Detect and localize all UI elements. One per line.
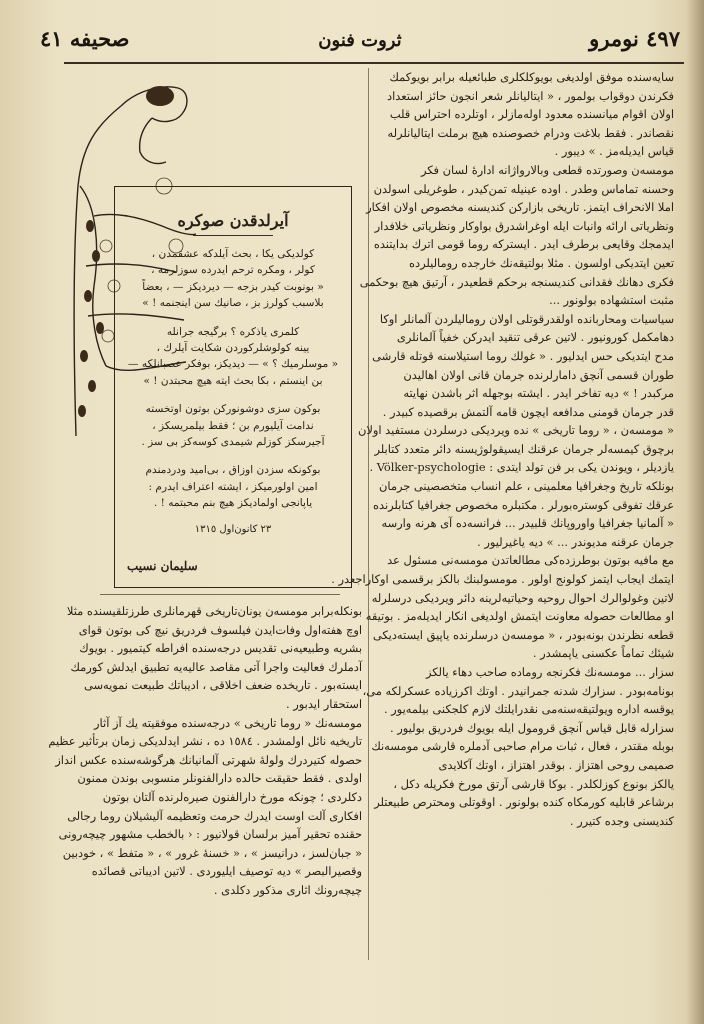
poem-line: بلاسبب كولرز بز ، صانيك سن اينجنمه ! » [142, 297, 324, 310]
poem-line: بوكونكه سزدن اوزاق ، بى‌اميد ودردمندم [145, 464, 321, 477]
text-line: نقصاندر . فقط بلاغت ودرام خصوصنده هيچ برملت ايتاليانلرله [387, 125, 674, 140]
poem-line: كولديكى يكا ، بحث آيلدكه عشقمدن ، [151, 248, 315, 260]
text-line: سزارله قابل قياس آنچق قرومول ايله بويوك فردريق بوليور . [390, 720, 674, 735]
text-line: مثبت استشهاده بولونور ... [549, 293, 674, 308]
text-line: يالكز بونوع كوزلكلدر . بوكا قارشى آرتق مورخ فكريله دكل ، [393, 776, 674, 791]
text-line: بونامه‌بودر . سزارك شدنه جمرانيدر . اوتك اكرزياده عسكرلكه مى، [362, 683, 674, 698]
text-line: طوران قسمى آنچق دامارلرنده جرمان قانى اولان اهاليدن [403, 367, 674, 382]
text-line: « مومسه‌ن ، « روما تاريخى » نده ويرديكى درسلردن مستفيد اولان [358, 423, 674, 438]
page-number: صحيفه ٤١ [40, 26, 130, 51]
text-line: صميمى روحى اهتزاز . بوقدر اهتزاز ، اوتك آكلايدى [438, 757, 674, 772]
journal-title: ثروت فنون [318, 30, 402, 51]
text-line: يوقسه اداره ويولتيقه‌سنه‌مى نقدرايلتك لازم كلجكنى بيلمه‌يور . [383, 702, 674, 717]
text-line: عرقك تفوقى كوستره‌بورلر . مكتبلره مخصوص جغرافيا كتابلرنده [373, 497, 674, 512]
page-spine-shadow [686, 0, 704, 1024]
text-line: ايسته‌بور . تاريخده ضعف اخلاقى ، اديباتك طبيعت نمويه‌سى [83, 678, 362, 693]
text-line: سايه‌سنده موفق اولديغى بويوكلكلرى طبائعيله برابر بويوكمك [389, 70, 674, 84]
text-line: دكلردى ؛ چونكه مورخ دارالفنون صيره‌لرنده آلتان بوتون [102, 789, 362, 804]
text-line: قدر جرمان قومنى مدافعه ايچون قامه آلتمش برقصيده كبيدر . [382, 404, 674, 419]
poem-line: « موسلرميك ؟ » — ديديكز، بوفكر عصبانلكه — [127, 358, 339, 371]
poem-stanza [127, 246, 339, 312]
poem-author: سليمان نسيب [127, 559, 198, 573]
text-line: املا الانحراف ايتمز. تاريخى بازاركن كنديسنه مخصوص اولان افكار [366, 200, 674, 215]
poem-line: امين اولورميكز ، ايشته اعتراف ايدرم : [148, 480, 318, 493]
text-line: « جبان‌لسز ، درانيسز » ، « خسنهٔ غرور » ، « متفط » ، خودبين [62, 845, 362, 860]
text-line: برشاعر قابليه كورمكاه كنده بولونور . اوقوتلى ومحترص طبيعتلر [374, 795, 674, 810]
text-line: مركبدر ! » ديه تفاخر ايدر . ايشته بوجهله اثر باشدن نهايته [403, 386, 674, 401]
text-line: آدملرك فعاليت واجرا آتى مقاصد عاليه‌يه تطبيق ايدلش كورمك [70, 659, 362, 674]
page-header [40, 24, 680, 64]
poem-line: ياپانجى اولماديكز هيچ بنم محبتمه ! . [153, 497, 313, 510]
text-line: يازديلر ، ويوندن يكى بر فن تولد ايتدى : Völker-psychologie . [369, 460, 674, 475]
text-line: سياسيات ومحاربانده اولقدرقوتلى اولان روماليلردن آلمانلر اوكا [379, 311, 674, 326]
poem-stanza [127, 401, 339, 450]
poem-line: يينه كولوشلركوردن شكايت آيلرك ، [156, 342, 310, 355]
text-line: مومسه‌ن وصورتده قطعى وبالارواژانه ادارهٔ لسان فكر [420, 162, 674, 177]
text-line: اولدى . فقط حقيقت حالده دارالفنونلر منسوبى بوندن ممنون [77, 771, 362, 786]
poem-stanza [127, 324, 339, 390]
poem-line: كولر ، ومكره ترحم ايدرده سوزلرمه ، [151, 264, 315, 277]
text-line: بونكله‌برابر مومسه‌ن يونان‌تاريخى قهرمانلرى طرزتلقيسنده مثلا [66, 604, 362, 618]
text-line: بوبله مقتدر ، فعال ، ثبات مرام صاحبى آدملره قارشى مومسه‌نك [371, 739, 674, 754]
text-line: بونلكه تاريخ وجغرافيا معلمينى ، علم انساب متخصصينى جرمان [379, 479, 674, 494]
text-line: وقصيرالبصر » ديه توصيف ايليوردى . لاتين اديباتى قصائده [91, 864, 362, 879]
text-line: مدح ايتديكى حس ايدليور . « غولك روما استيلاسنه قوتله قارشى [372, 348, 674, 363]
section-separator [100, 594, 340, 595]
text-line: قياس ايديله‌مز . » ديبور . [554, 144, 674, 159]
poem-line: ندامت آيليورم بن ؛ فقط بيلمريسكز ، [152, 419, 314, 432]
text-line: سزار ... مومسه‌نك فكرنجه روماده صاحب دهاء يالكز [425, 665, 674, 679]
poem-title: آيرلدقدن صوكره [177, 211, 289, 230]
poem-line: بن اينستم ، بكا بحث ايته هيچ محبتدن ! » [143, 374, 323, 387]
text-line: افكارى آلت اوست ايدرك حرمت وتعظيمه آليشيلان روما رجالى [67, 808, 362, 823]
text-line: حصوله كتيردرك ولوله‌ٔ شهرتى آلمانيانك هرگوشه‌سنده عكس انداز [55, 752, 362, 767]
text-line: مومسه‌نك « روما تاريخى » درجه‌سنده موفقيته يك آز آثار [94, 715, 362, 730]
text-line: ونظرياتى ارائه وانبات ايله اوغراشدرق بواوكار ونظرياتى خلافدار [374, 218, 674, 233]
poem-box [114, 186, 352, 588]
text-line: استحقار ايدبور . [286, 696, 362, 711]
text-line: دهامكمل كورونيور . لاتين عرقى تنقيد ايدركن خفياً آلمانلرى [396, 330, 674, 345]
text-line: تعين ايتديكى اولسون . مثلا بولتيقه‌نك خارجده روماليلرده [409, 255, 674, 270]
poem-date: ٢٣ كانون‌اول ١٣١٥ [194, 523, 272, 535]
text-line: برچوق كيمسه‌لر جرمان عرقنك ايسيقولوژيسنه دائر متعدد كتابلر [374, 441, 674, 456]
text-line: چيچه‌رونك اثارى مذكور دكلدى . [213, 882, 362, 897]
poem-line: بوكون سزى دوشونوركن بوتون اوتخسته [145, 403, 321, 416]
text-line: كنديسنى وجده كتيرر . [569, 813, 674, 828]
text-line: اولان اقوام ميانسنده معدود اوله‌مازلر ، اوتلرده احتراس قلب [389, 107, 674, 122]
text-line: بشريه وطبيعيه‌نى تقديس درجه‌سنده افراطه كيتميور . بويوك [79, 641, 362, 656]
text-line: « آلمانيا جغرافيا واوروپانك قلبيدر ... فرانسه‌ده آى هرنه وارسه [381, 516, 674, 531]
text-line: ايدمجك وقايعى برطرف ايدر . ايستركه روما قومى اترك بدايتنده [373, 237, 674, 252]
text-line: لاتين وغولوالرك احوال روحيه وحياتيه‌لرينه دائر ويرديكى درسلرله [371, 590, 674, 605]
poem-title-rule [193, 235, 273, 236]
text-line: فكرندن دوقواب بولمور ، « ايتاليانلر شعر انجون حائز استعداد [387, 88, 674, 103]
poem-stanza [127, 462, 339, 511]
text-line: ايتمك ايجاب ايتمز كولونج اولور . مومسولبنك بالكز برقسمى اوكاراجعدر . [331, 572, 674, 587]
text-line: شيئك تماماً عكسنى ياپمشدر . [532, 646, 674, 661]
header-rule [64, 62, 684, 64]
text-line: اوچ هفته‌اول وفات‌ايدن فيلسوف فردريق نيچ كى بوتون قواى [78, 622, 362, 637]
poem-line: آجيرسكز كوزلم شيمدى كوسه‌كز بى سز . [141, 436, 325, 449]
text-line: وحسنه تماماس وطدر . اوده عينيله تمن‌كيدر ، طوغريلى اسولدن [373, 181, 674, 196]
right-column-text [331, 68, 674, 830]
issue-number: ٤٩٧ نومرو [589, 26, 680, 51]
text-line: جرمان عرقنه مديوندر ... » ديه ياغيرليور . [477, 534, 674, 549]
left-column-text [48, 602, 362, 900]
text-line: مع مافيه بوتون بوطرزده‌كى مطالعاتدن مومسه‌نى مسئول عد [387, 553, 674, 568]
text-line: فكرى دهانك فقدانى كنديسنجه برحكم قطعيدر ، آرتيق هيچ بوحكمى [359, 274, 674, 289]
text-line: حقنده تحقير آميز برلسان قولانيور : ‹ بالخطب مشهور چيچه‌رونى [58, 827, 362, 842]
poem-line: « بونوبت كيدر بزجه — ديرديكز — ، بعضاً [142, 280, 324, 293]
text-line: قطعه نظرندن بونه‌بودر ، « مومسه‌ن درسلرنده ياپيق ايسته‌ديكى [372, 627, 674, 642]
text-line: او مطالعات حصوله معاونت ايتمش اولديغى انكار ايديله‌مز . بوتيقه [365, 609, 674, 624]
text-line: تاريخيه نائل اولمشدر . ١٥٨٤ ده ، نشر ايدلديكى زمان برتأثير عظيم [48, 734, 362, 749]
poem-line: كلمرى ياذكره ؟ برگيجه جرانله [166, 325, 300, 338]
